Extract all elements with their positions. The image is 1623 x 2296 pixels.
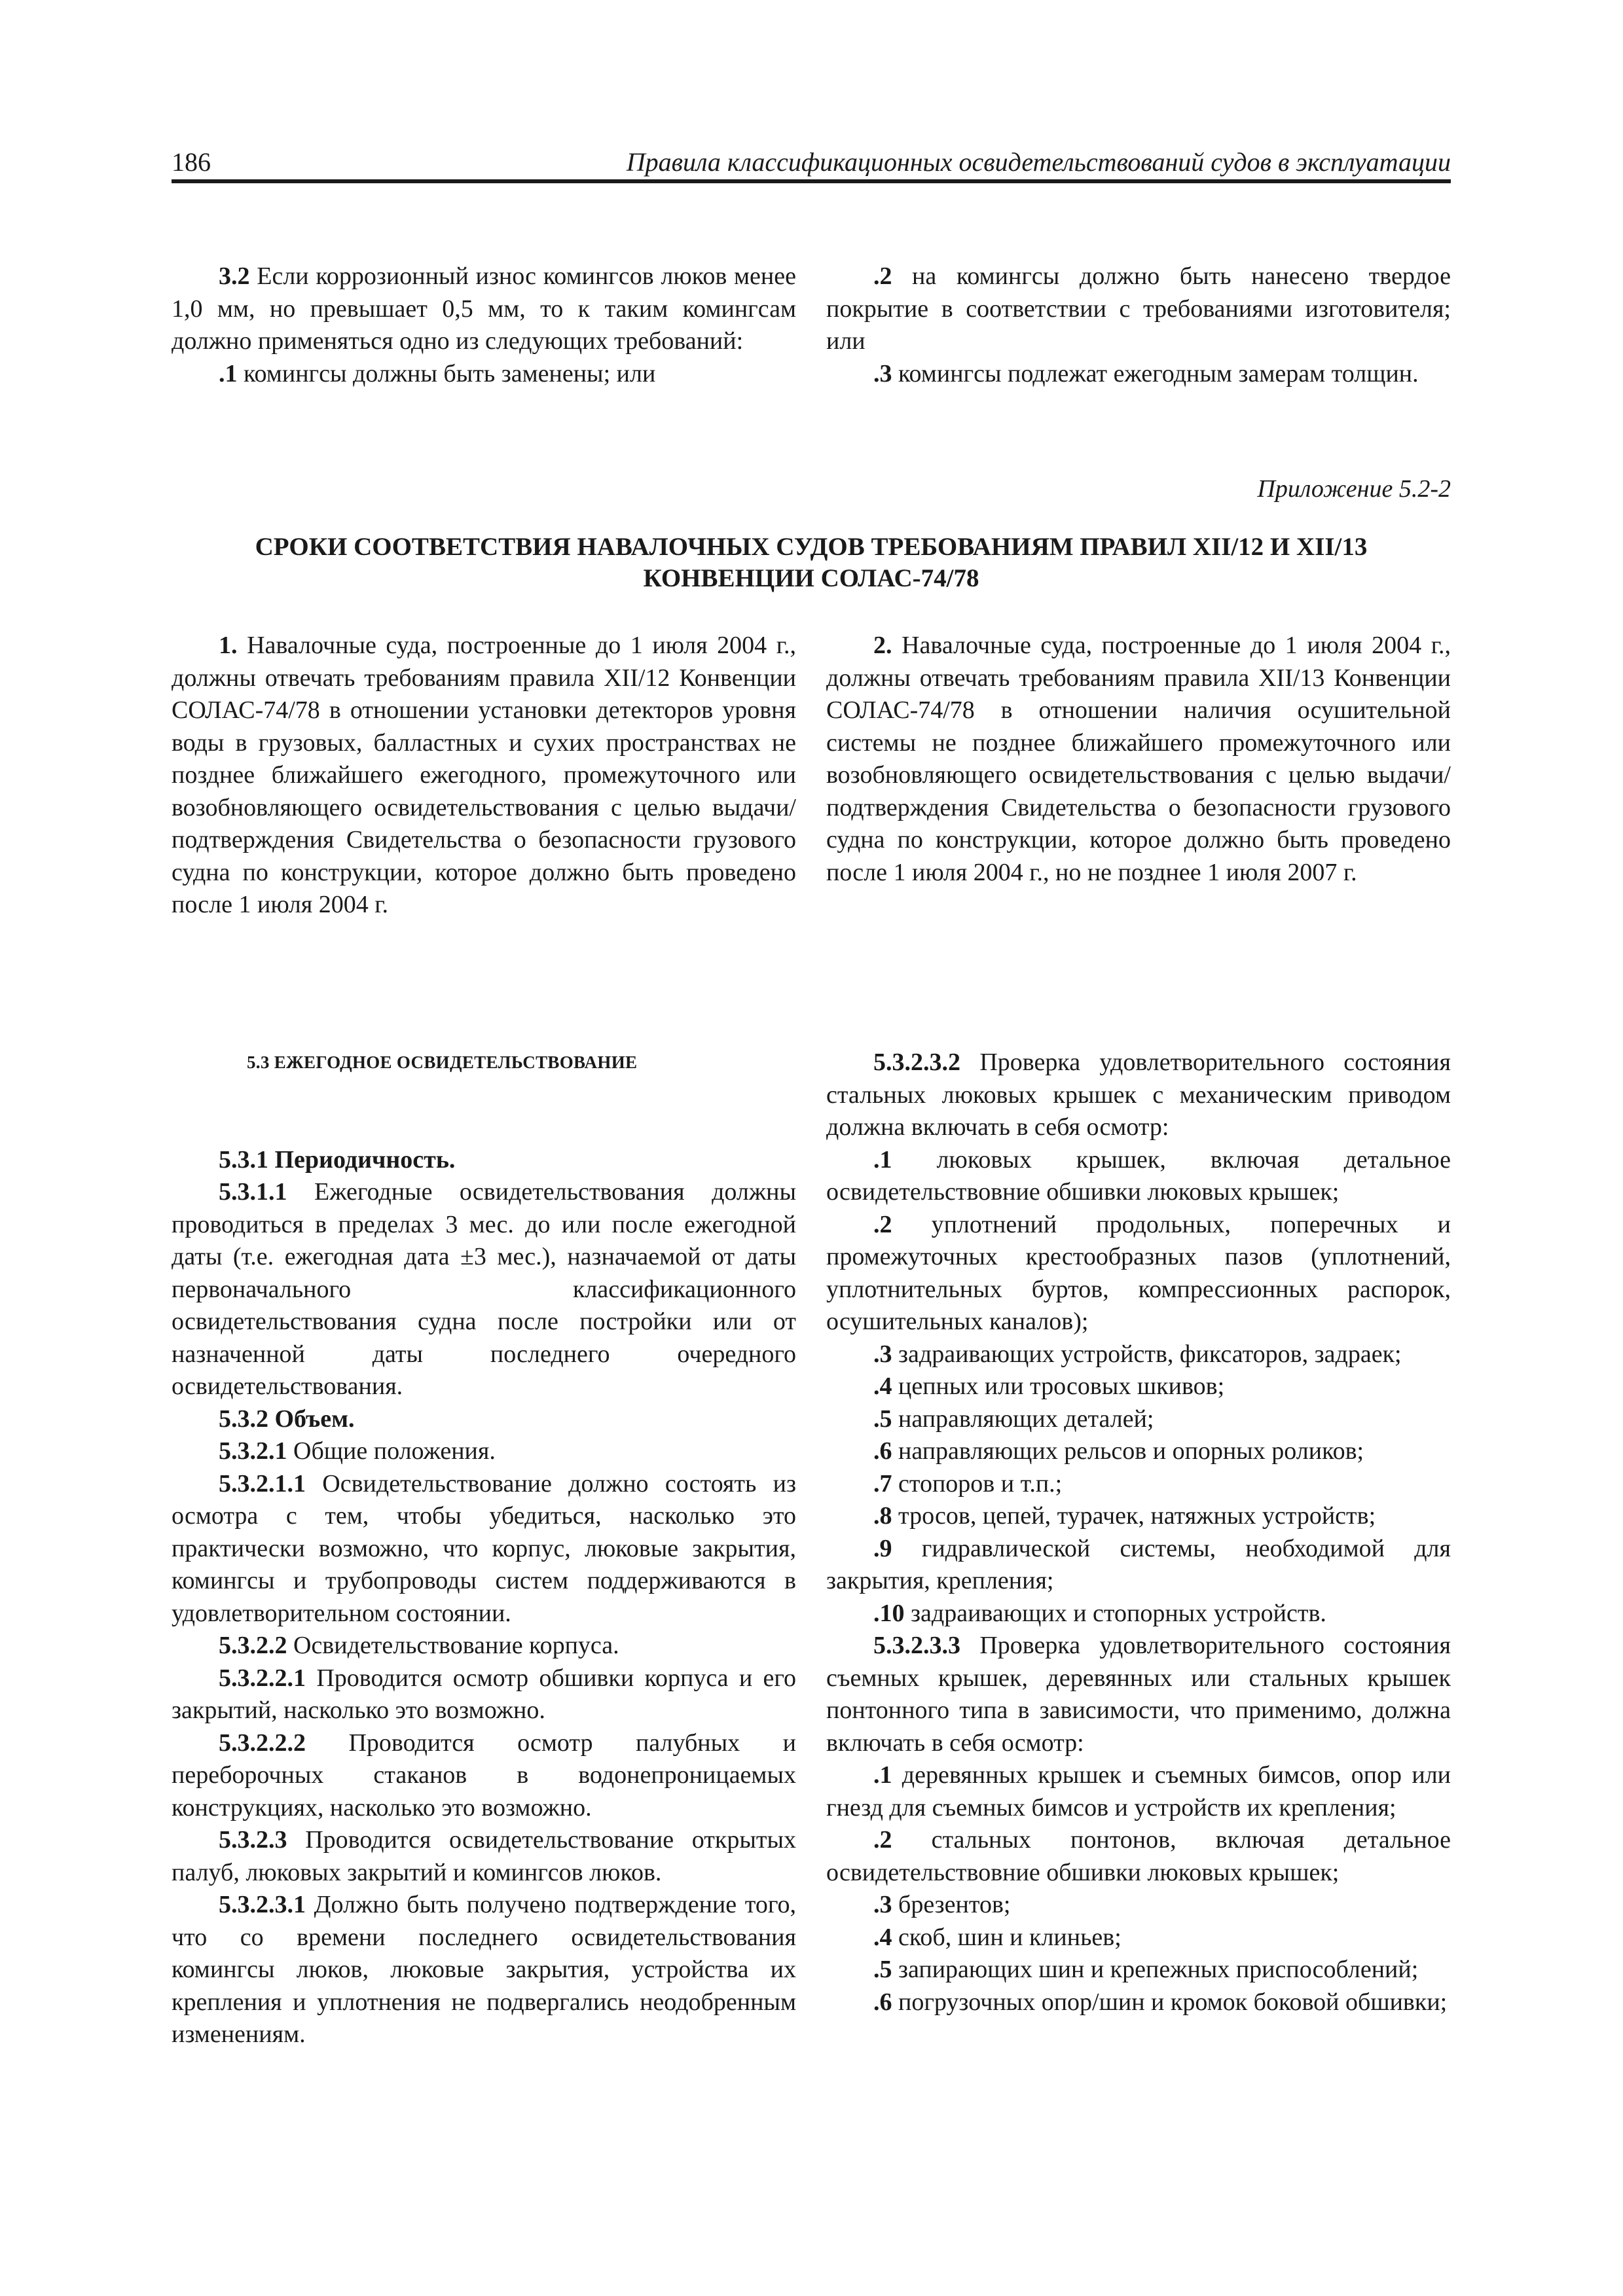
paragraph	[826, 1922, 1451, 1954]
paragraph-text: люковых крышек, включая детальное освидетельствовние обшивки люковых крышек;	[826, 1145, 1451, 1206]
page-header	[172, 145, 1451, 183]
paragraph	[826, 1954, 1451, 1986]
paragraph-text: цепных или тросовых шкивов;	[892, 1372, 1225, 1400]
item-number: .2	[873, 262, 892, 290]
paragraph-text: Проводится освидетельствование открытых палуб, люковых закрытий и комингсов люков.	[172, 1826, 796, 1886]
paragraph-text: задраивающих и стопорных устройств.	[904, 1599, 1326, 1627]
item-number: .1	[219, 359, 238, 387]
spacer	[172, 1079, 796, 1144]
item-number: .2	[873, 1826, 892, 1854]
appendix-title-line: КОНВЕНЦИИ СОЛАС-74/78	[643, 564, 979, 592]
item-number: .2	[873, 1210, 892, 1238]
paragraph	[826, 1630, 1451, 1759]
paragraph-text: скоб, шин и клиньев;	[892, 1923, 1122, 1951]
paragraph	[826, 1338, 1451, 1371]
paragraph-text: деревянных крышек и съемных бимсов, опор или гнезд для съемных бимсов и устройств их крепления;	[826, 1761, 1451, 1821]
paragraph-text: Ежегодные освидетельствования должны проводиться в пределах 3 мес. до или после ежегодной даты (т.е. ежегодная дата ±3 мес.), назначаемой от даты первоначального классификационного освидетельствования судна после постройки или от назначенной даты последнего очередного освидетельствования.	[172, 1178, 796, 1400]
item-number: .5	[873, 1405, 892, 1433]
paragraph	[826, 1468, 1451, 1501]
paragraph	[826, 1209, 1451, 1338]
section-left-column	[172, 1047, 796, 2051]
paragraph	[172, 1630, 796, 1662]
appendix-right-column	[826, 630, 1451, 889]
item-number: .8	[873, 1502, 892, 1530]
paragraph-text: брезентов;	[892, 1891, 1011, 1918]
paragraph	[172, 1889, 796, 2051]
paragraph	[826, 1986, 1451, 2019]
paragraph	[172, 1435, 796, 1468]
item-number: 5.3.2.3	[219, 1826, 287, 1854]
item-number: .4	[873, 1372, 892, 1400]
paragraph	[826, 1889, 1451, 1922]
paragraph	[826, 630, 1451, 889]
section-left-paragraphs	[172, 1144, 796, 2051]
paragraph-text: Должно быть получено подтверждение того, что со времени последнего освидетельствования комингсы люков, люковые закрытия, устройства их крепления и уплотнения не подвергались неодобренным изменениям.	[172, 1891, 796, 2048]
item-number: .10	[873, 1599, 905, 1627]
paragraph-text: Проводится осмотр обшивки корпуса и его закрытий, насколько это возможно.	[172, 1664, 796, 1724]
item-number: .7	[873, 1469, 892, 1498]
paragraph	[172, 1662, 796, 1727]
page-number: 186	[172, 147, 211, 177]
paragraph-text: запирающих шин и крепежных приспособлений;	[892, 1956, 1419, 1983]
item-number: .3	[873, 359, 892, 387]
item-number: 1.	[219, 632, 238, 659]
paragraph-text: Общие положения.	[287, 1437, 496, 1465]
item-number: 5.3.1.1	[219, 1178, 287, 1206]
paragraph-text: гидравлической системы, необходимой для закрытия, крепления;	[826, 1534, 1451, 1594]
paragraph-text: Навалочные суда, построенные до 1 июля 2004 г., должны отвечать требованиям правила XII/13 Конвенции СОЛАС-74/78 в отношении наличия осушительной системы не позднее ближайшего промежуточного или возобновляющего освидетельствования с целью выдачи/подтверждения Свидетельства о безопасности грузового судна по конструкции, которое должно быть проведено после 1 июля 2004 г., но не позднее 1 июля 2007 г.	[826, 632, 1451, 886]
paragraph	[826, 1759, 1451, 1824]
paragraph	[172, 260, 796, 358]
paragraph-text: на комингсы должно быть нанесено твердое покрытие в соответствии с требованиями изготовителя; или	[826, 262, 1451, 355]
top-left-column	[172, 260, 796, 390]
paragraph	[172, 1468, 796, 1630]
item-number: 5.3.2.3.2	[873, 1049, 960, 1076]
paragraph-text: комингсы должны быть заменены; или	[237, 359, 656, 387]
paragraph	[826, 1598, 1451, 1630]
paragraph-text: погрузочных опор/шин и кромок боковой обшивки;	[892, 1988, 1448, 2016]
appendix-title	[172, 531, 1451, 594]
appendix-left-column	[172, 630, 796, 922]
paragraph	[826, 1047, 1451, 1144]
paragraph	[172, 630, 796, 922]
item-number: .4	[873, 1923, 892, 1951]
paragraph	[172, 1824, 796, 1889]
paragraph	[826, 1144, 1451, 1209]
item-number: .1	[873, 1761, 892, 1789]
item-number: 5.3.2.2.2	[219, 1729, 306, 1757]
item-number: 2.	[873, 632, 892, 659]
paragraph-text: направляющих деталей;	[892, 1405, 1154, 1433]
paragraph	[826, 1435, 1451, 1468]
paragraph	[172, 1727, 796, 1825]
top-right-column	[826, 260, 1451, 390]
paragraph	[826, 358, 1451, 391]
item-number: .1	[873, 1145, 892, 1174]
item-number: .3	[873, 1891, 892, 1918]
item-number: 5.3.1 Периодичность.	[219, 1145, 456, 1174]
paragraph-text: Освидетельствование корпуса.	[287, 1632, 619, 1659]
appendix-label: Приложение 5.2-2	[1257, 475, 1451, 503]
section-right-column	[826, 1047, 1451, 2018]
item-number: 5.3.2.2	[219, 1632, 287, 1659]
paragraph-text: Если коррозионный износ комингсов люков менее 1,0 мм, но превышает 0,5 мм, то к таким комингсам должно применяться одно из следующих требований:	[172, 262, 796, 355]
item-number: .9	[873, 1534, 892, 1562]
item-number: 5.3.2.1.1	[219, 1469, 306, 1498]
section-title: 5.3 ЕЖЕГОДНОЕ ОСВИДЕТЕЛЬСТВОВАНИЕ	[247, 1052, 638, 1072]
paragraph-text: задраивающих устройств, фиксаторов, задраек;	[892, 1340, 1402, 1368]
paragraph	[826, 260, 1451, 358]
section-right-paragraphs	[826, 1047, 1451, 2018]
paragraph	[172, 1144, 796, 1177]
paragraph-text: Освидетельствование должно состоять из осмотра с тем, чтобы убедиться, насколько это практически возможно, что корпус, люковые закрытия, комингсы и трубопроводы систем поддерживаются в удовлетворительном состоянии.	[172, 1469, 796, 1627]
paragraph-text: Проверка удовлетворительного состояния стальных люковых крышек с механическим приводом должна включать в себя осмотр:	[826, 1049, 1451, 1141]
paragraph-text: уплотнений продольных, поперечных и промежуточных крестообразных пазов (уплотнений, уплотнительных буртов, компрессионных распорок, осушительных каналов);	[826, 1210, 1451, 1335]
paragraph-text: стальных понтонов, включая детальное освидетельствовние обшивки люковых крышек;	[826, 1826, 1451, 1886]
paragraph	[826, 1824, 1451, 1889]
paragraph-text: Навалочные суда, построенные до 1 июля 2004 г., должны отвечать требованиям правила XII/12 Конвенции СОЛАС-74/78 в отношении установки детекторов уровня воды в грузовых, балластных и сухих пространствах не позднее ближайшего ежегодного, промежуточного или возобновляющего освидетельствования с целью выдачи/подтверждения Свидетельства о безопасности грузового судна по конструкции, которое должно быть проведено после 1 июля 2004 г.	[172, 632, 796, 918]
appendix-title-line: СРОКИ СООТВЕТСТВИЯ НАВАЛОЧНЫХ СУДОВ ТРЕБОВАНИЯМ ПРАВИЛ XII/12 И XII/13	[255, 533, 1368, 561]
item-number: 5.3.2.3.1	[219, 1891, 306, 1918]
item-number: 5.3.2 Объем.	[219, 1405, 355, 1433]
running-title: Правила классификационных освидетельствований судов в эксплуатации	[626, 147, 1451, 177]
paragraph	[172, 1403, 796, 1436]
item-number: 5.3.2.1	[219, 1437, 287, 1465]
paragraph	[826, 1533, 1451, 1598]
paragraph	[826, 1403, 1451, 1436]
item-number: .5	[873, 1956, 892, 1983]
paragraph	[826, 1500, 1451, 1533]
paragraph	[826, 1371, 1451, 1403]
paragraph	[172, 358, 796, 391]
item-number: .6	[873, 1988, 892, 2016]
item-number: .3	[873, 1340, 892, 1368]
item-number: 5.3.2.2.1	[219, 1664, 306, 1692]
paragraph-text: комингсы подлежат ежегодным замерам толщин.	[892, 359, 1419, 387]
item-number: .6	[873, 1437, 892, 1465]
item-number: 5.3.2.3.3	[873, 1632, 960, 1659]
paragraph-text: тросов, цепей, турачек, натяжных устройств;	[892, 1502, 1376, 1530]
paragraph-text: Проводится осмотр палубных и переборочных стаканов в водонепроницаемых конструкциях, насколько это возможно.	[172, 1729, 796, 1821]
paragraph	[172, 1176, 796, 1403]
paragraph-text: стопоров и т.п.;	[892, 1469, 1063, 1498]
paragraph-text: направляющих рельсов и опорных роликов;	[892, 1437, 1364, 1465]
paragraph-text: Проверка удовлетворительного состояния съемных крышек, деревянных или стальных крышек понтонного типа в зависимости, что применимо, должна включать в себя осмотр:	[826, 1632, 1451, 1757]
item-number: 3.2	[219, 262, 250, 290]
